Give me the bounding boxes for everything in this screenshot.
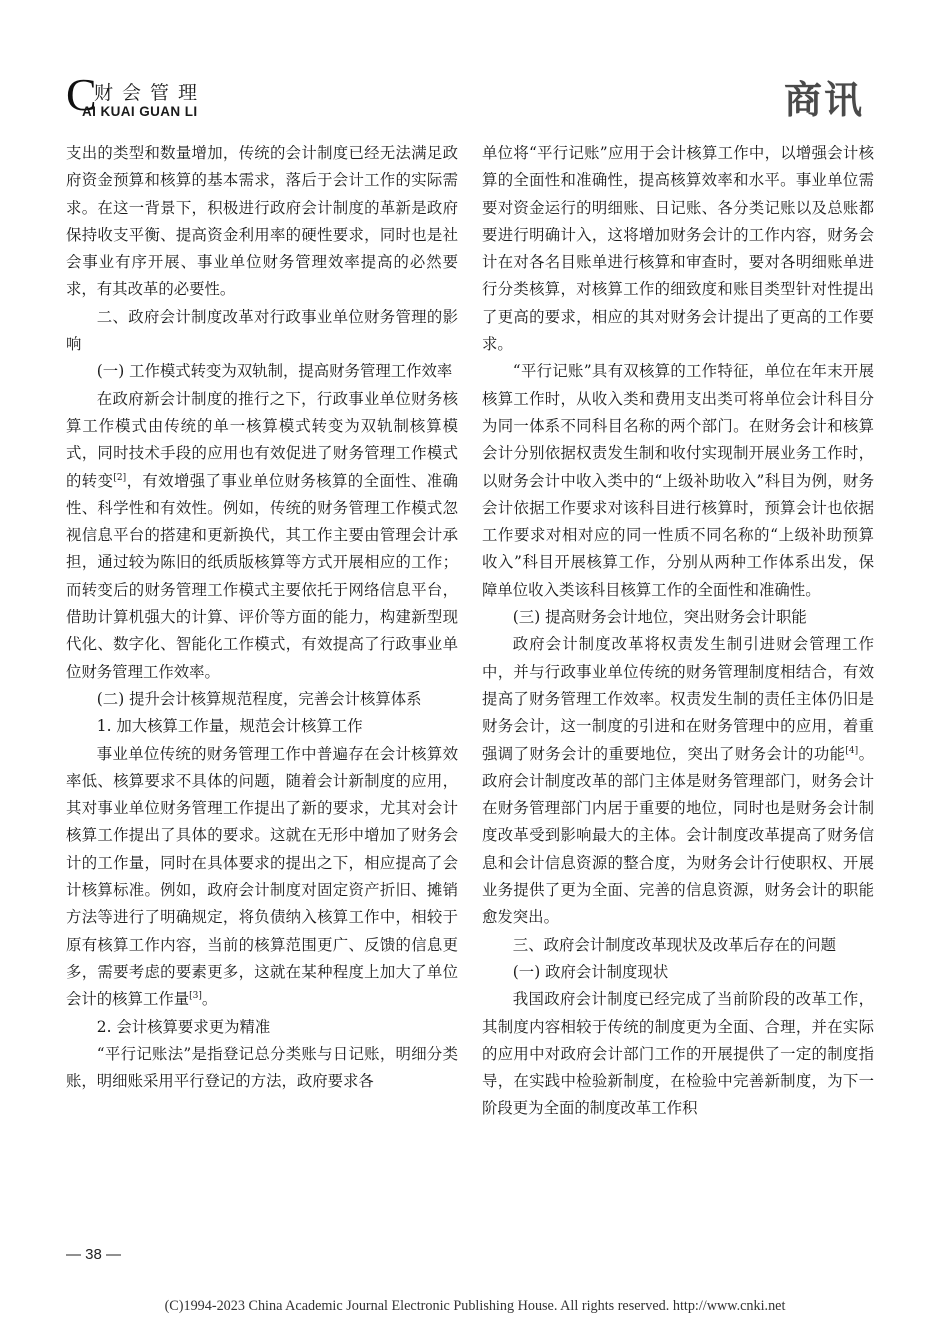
body-paragraph [66, 386, 458, 686]
citation-ref: [3] [189, 991, 202, 1002]
journal-section-title: 财会管理 [94, 82, 207, 104]
body-paragraph [482, 986, 874, 1122]
section-heading [66, 686, 458, 713]
body-paragraph [66, 1041, 458, 1096]
section-heading [482, 604, 874, 631]
section-heading [66, 358, 458, 385]
section-heading [482, 932, 874, 959]
paragraph-text: (一) 工作模式转变为双轨制，提高财务管理工作效率 [96, 362, 453, 381]
shangxun-logo: 商讯 [783, 77, 864, 122]
paragraph-text: 1. 加大核算工作量，规范会计核算工作 [96, 717, 363, 736]
paragraph-text-tail: 。 [201, 990, 218, 1009]
paragraph-text: 单位将“平行记账”应用于会计核算工作中，以增强会计核算的全面性和准确性，提高核算效率和水平。事业单位需要对资金运行的明细账、日记账、各分类记账以及总账都要进行明确计入，这将增加财务会计的工作内容，财务会计在对各名目账单进行核算和审查时，要对各明细账单进行分类核算，对核算工作的细致度和账目类型针对性提出了更高的要求，相应的其对财务会计提出了更高的工作要求。 [482, 144, 874, 354]
paragraph-text: (二) 提升会计核算规范程度，完善会计核算体系 [96, 689, 422, 708]
paragraph-text: (三) 提高财务会计地位，突出财务会计职能 [512, 608, 807, 627]
body-paragraph [482, 631, 874, 931]
paragraph-text: 在政府新会计制度的推行之下，行政事业单位财务核算工作模式由传统的单一核算模式转变为双轨制核算模式，同时技术手段的应用也有效促进了财务管理工作模式的转变 [66, 389, 458, 490]
paragraph-text: (一) 政府会计制度现状 [512, 962, 669, 981]
body-paragraph [482, 358, 874, 604]
paragraph-text-tail: 。政府会计制度改革的部门主体是财务管理部门，财务会计在财务管理部门内居于重要的地位，同时也是财务会计制度改革受到影响最大的主体。会计制度改革提高了财务信息和会计信息资源的整合度，为财务会计行使职权、开展业务提供了更为全面、完善的信息资源，财务会计的职能愈发突出。 [482, 744, 874, 927]
section-heading [66, 713, 458, 740]
paragraph-text: 二、政府会计制度改革对行政事业单位财务管理的影响 [66, 307, 458, 354]
paragraph-text: 事业单位传统的财务管理工作中普遍存在会计核算效率低、核算要求不具体的问题，随着会计新制度的应用，其对事业单位财务管理工作提出了新的要求，尤其对会计核算工作提出了具体的要求。这就在无形中增加了财务会计的工作量，同时在具体要求的提出之下，相应提高了会计核算标准。例如，政府会计制度对固定资产折旧、摊销方法等进行了明确规定，将负债纳入核算工作中，相较于原有核算工作内容，当前的核算范围更广、反馈的信息更多，需要考虑的要素更多，这就在某种程度上加大了单位会计的核算工作量 [66, 744, 458, 1009]
right-column [482, 140, 874, 1123]
body-paragraph [66, 741, 458, 1014]
left-column [66, 140, 458, 1095]
section-heading [66, 1014, 458, 1041]
paragraph-text: 支出的类型和数量增加，传统的会计制度已经无法满足政府资金预算和核算的基本需求，落后于会计工作的实际需求。在这一背景下，积极进行政府会计制度的革新是政府保持收支平衡、提高资金利用率的硬性要求，同时也是社会事业有序开展、事业单位财务管理效率提高的必然要求，有其改革的必要性。 [66, 144, 458, 299]
paragraph-text: 2. 会计核算要求更为精准 [96, 1017, 271, 1036]
paragraph-text-tail: ，有效增强了事业单位财务核算的全面性、准确性、科学性和有效性。例如，传统的财务管理工作模式忽视信息平台的搭建和更新换代，其工作主要由管理会计承担，通过较为陈旧的纸质版核算等方式开展相应的工作；而转变后的财务管理工作模式主要依托于网络信息平台，借助计算机强大的计算、评价等方面的能力，构建新型现代化、数字化、智能化工作模式，有效提高了行政事业单位财务管理工作效率。 [66, 471, 458, 681]
citation-ref: [4] [845, 745, 859, 756]
paragraph-text: 三、政府会计制度改革现状及改革后存在的问题 [512, 935, 837, 954]
copyright-notice: (C)1994-2023 China Academic Journal Electronic Publishing House. All rights reserved. http://www.cnki.net [164, 1298, 786, 1314]
paragraph-text: “平行记账法”是指登记总分类账与日记账，明细分类账，明细账采用平行登记的方法，政府要求各 [66, 1044, 458, 1091]
journal-header [66, 69, 866, 138]
page-number: — 38 — [66, 1246, 122, 1263]
journal-logo-letter: C [66, 69, 97, 120]
paragraph-text: “平行记账”具有双核算的工作特征，单位在年末开展核算工作时，从收入类和费用支出类可将单位会计科目分为同一体系不同科目名称的两个部门。在财务会计和核算会计分别依据权责发生制和收付实现制开展业务工作时，以财务会计中收入类中的“上级补助收入”科目为例，财务会计依据工作要求对该科目进行核算时，预算会计也依据工作要求对相对应的同一性质不同名称的“上级补助预算收入”科目开展核算工作，分别从两种工作体系出发，保障单位收入类该科目核算工作的全面性和准确性。 [482, 362, 874, 599]
section-heading [66, 304, 458, 359]
citation-ref: [2] [113, 472, 127, 483]
journal-section-subtitle: AI KUAI GUAN LI [82, 104, 198, 119]
body-paragraph [482, 140, 874, 358]
section-heading [482, 959, 874, 986]
body-paragraph [66, 140, 458, 304]
paragraph-text: 政府会计制度改革将权责发生制引进财会管理工作中，并与行政事业单位传统的财务管理制度相结合，有效提高了财务管理工作效率。权责发生制的责任主体仍旧是财务会计，这一制度的引进和在财务管理中的应用，着重强调了财务会计的重要地位，突出了财务会计的功能 [482, 635, 874, 763]
paragraph-text: 我国政府会计制度已经完成了当前阶段的改革工作，其制度内容相较于传统的制度更为全面、合理，并在实际的应用中对政府会计部门工作的开展提供了一定的制度指导，在实践中检验新制度，在检验中完善新制度，为下一阶段更为全面的制度改革工作积 [482, 990, 874, 1118]
